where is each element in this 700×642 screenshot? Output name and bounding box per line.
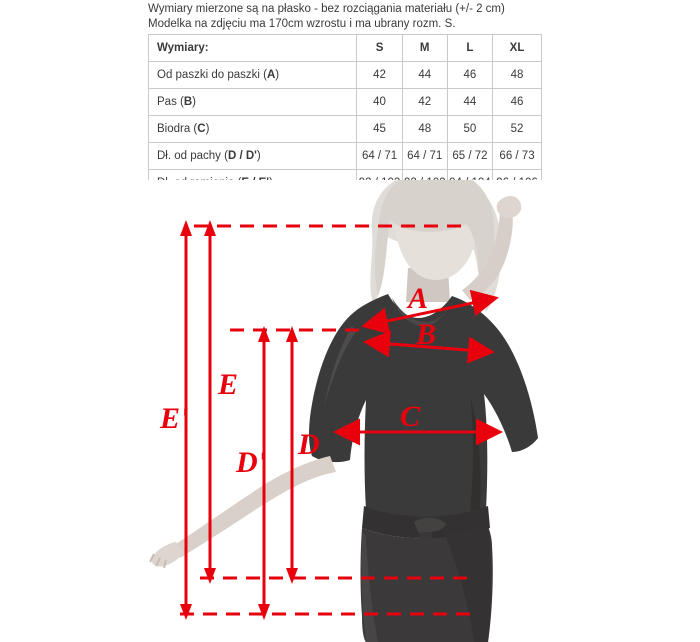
cell-value: 65 / 72 <box>447 143 492 170</box>
cell-value: 50 <box>447 116 492 143</box>
cell-value: 64 / 71 <box>402 143 447 170</box>
measurement-note <box>148 2 568 32</box>
row-label-text: Biodra ( <box>157 123 198 135</box>
label-e: E <box>218 368 239 401</box>
row-label-text: Pas ( <box>157 96 184 108</box>
cell-value: 45 <box>357 116 402 143</box>
row-label-hips <box>149 116 357 143</box>
cell-value: 42 <box>357 62 402 89</box>
row-label-text-end: ) <box>192 96 196 108</box>
row-label-text: Od paszki do paszki ( <box>157 69 267 81</box>
cell-value: 48 <box>493 62 542 89</box>
label-e-prime: E' <box>160 402 189 435</box>
cell-value: 66 / 73 <box>493 143 542 170</box>
row-label-bust <box>149 62 357 89</box>
row-label-text: Dł. od pachy ( <box>157 150 228 162</box>
table-row <box>149 116 542 143</box>
cell-value: 44 <box>402 62 447 89</box>
table-header-size-l: L <box>447 35 492 62</box>
measurement-note-line-1: Wymiary mierzone są na płasko - bez rozciągania materiału (+/- 2 cm) <box>148 3 505 15</box>
row-label-letter: A <box>266 69 276 81</box>
row-label-text-end: ) <box>275 69 280 81</box>
label-a: A <box>408 282 429 315</box>
cell-value: 64 / 71 <box>357 143 402 170</box>
model-photo-with-diagram <box>0 180 700 642</box>
table-header-label: Wymiary: <box>149 35 357 62</box>
label-c: C <box>400 400 421 433</box>
row-label-waist <box>149 89 357 116</box>
cell-value: 52 <box>493 116 542 143</box>
label-b: B <box>416 318 437 351</box>
row-label-text-end: ) <box>256 150 261 162</box>
table-row <box>149 143 542 170</box>
table-row <box>149 89 542 116</box>
table-header-row <box>149 35 542 62</box>
row-label-text-end: ) <box>205 123 210 135</box>
row-label-letter: D / D' <box>227 150 257 162</box>
cell-value: 42 <box>402 89 447 116</box>
cell-value: 46 <box>493 89 542 116</box>
table-row <box>149 62 542 89</box>
cell-value: 46 <box>447 62 492 89</box>
cell-value: 48 <box>402 116 447 143</box>
table-header-size-m: M <box>402 35 447 62</box>
label-d-prime: D' <box>236 446 266 479</box>
row-label-letter: B <box>183 96 193 108</box>
row-label-length-armpit <box>149 143 357 170</box>
table-header-size-xl: XL <box>493 35 542 62</box>
measurement-note-line-2: Modelka na zdjęciu ma 170cm wzrostu i ma ubrany rozm. S. <box>148 18 456 30</box>
row-label-letter: C <box>197 123 206 135</box>
label-d: D <box>298 428 320 461</box>
measurement-diagram <box>0 180 700 642</box>
cell-value: 40 <box>357 89 402 116</box>
cell-value: 44 <box>447 89 492 116</box>
size-table <box>148 34 542 197</box>
table-header-size-s: S <box>357 35 402 62</box>
